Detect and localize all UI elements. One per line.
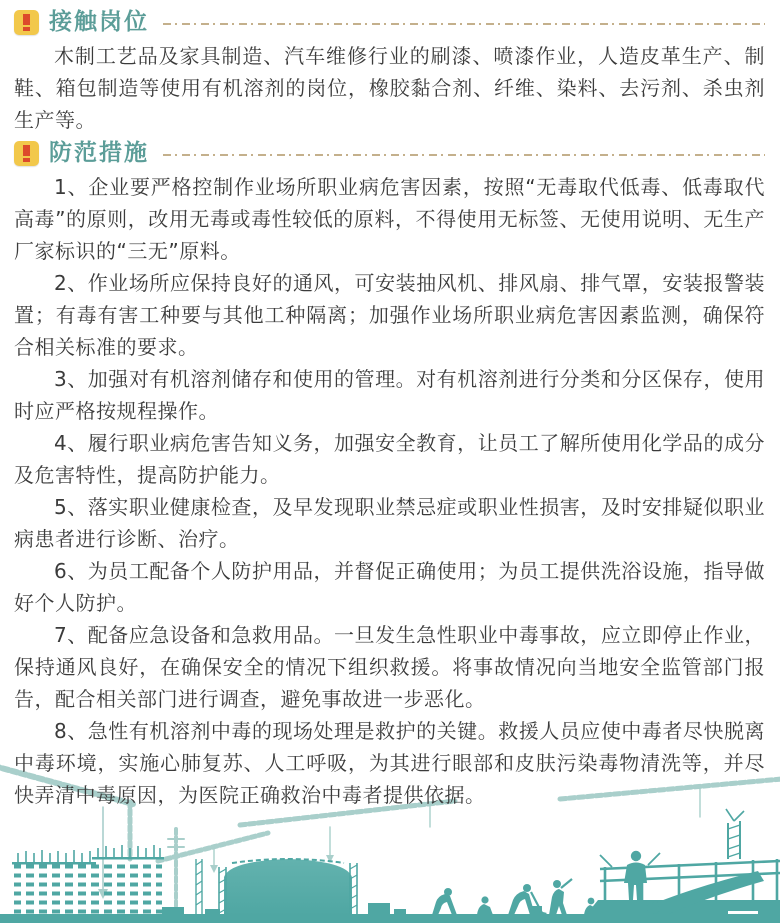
ground-bar-graphic [0,914,780,923]
section-header-prevention [14,141,765,166]
prevention-item-3: 3、加强对有机溶剂储存和使用的管理。对有机溶剂进行分类和分区保存，使用时应严格按规程操作。 [14,367,765,423]
prevention-item-2: 2、作业场所应保持良好的通风，可安装抽风机、排风扇、排气罩，安装报警装置；有毒有害工种要与其他工种隔离；加强作业场所职业病危害因素监测，确保符合相关标准的要求。 [14,271,765,359]
yard-blocks-graphic [162,903,542,915]
contact-paragraph: 木制工艺品及家具制造、汽车维修行业的刷漆、喷漆作业，人造皮革生产、制鞋、箱包制造等使用有机溶剂的岗位，橡胶黏合剂、纤维、染料、去污剂、杀虫剂生产等。 [14,44,765,132]
exclamation-icon [14,141,39,166]
prevention-item-4: 4、履行职业病危害告知义务，加强安全教育，让员工了解所使用化学品的成分及危害特性，提高防护能力。 [14,431,765,487]
standing-worker-graphic [624,851,647,900]
section-title-contact: 接触岗位 [49,9,149,35]
prevention-item-7: 7、配备应急设备和急救用品。一旦发生急性职业中毒事故，应立即停止作业，保持通风良好，在确保安全的情况下组织救援。将事故情况向当地安全监管部门报告，配合相关部门进行调查，避免事故进一步恶化。 [14,623,765,711]
prevention-item-6: 6、为员工配备个人防护用品，并督促正确使用；为员工提供洗浴设施，指导做好个人防护。 [14,559,765,615]
dash-dot-divider [163,154,765,156]
section-header-contact [14,10,765,35]
exclamation-icon [14,10,39,35]
platform-graphic [586,809,780,923]
workers-graphic [432,879,599,918]
dome-tank-graphic [196,859,357,915]
building-graphic [12,845,164,916]
prevention-item-5: 5、落实职业健康检查，及早发现职业禁忌症或职业性损害，及时安排疑似职业病患者进行诊断、治疗。 [14,495,765,551]
dash-dot-divider [163,23,765,25]
prevention-item-8: 8、急性有机溶剂中毒的现场处理是救护的关键。救援人员应使中毒者尽快脱离中毒环境，实施心肺复苏、人工呼吸，为其进行眼部和皮肤污染毒物清洗等，并尽快弄清中毒原因，为医院正确救治中毒者提供依据。 [14,719,765,807]
section-title-prevention: 防范措施 [49,140,149,166]
prevention-item-1: 1、企业要严格控制作业场所职业病危害因素，按照“无毒取代低毒、低毒取代高毒”的原则，改用无毒或毒性较低的原料，不得使用无标签、无使用说明、无生产厂家标识的“三无”原料。 [14,175,765,263]
